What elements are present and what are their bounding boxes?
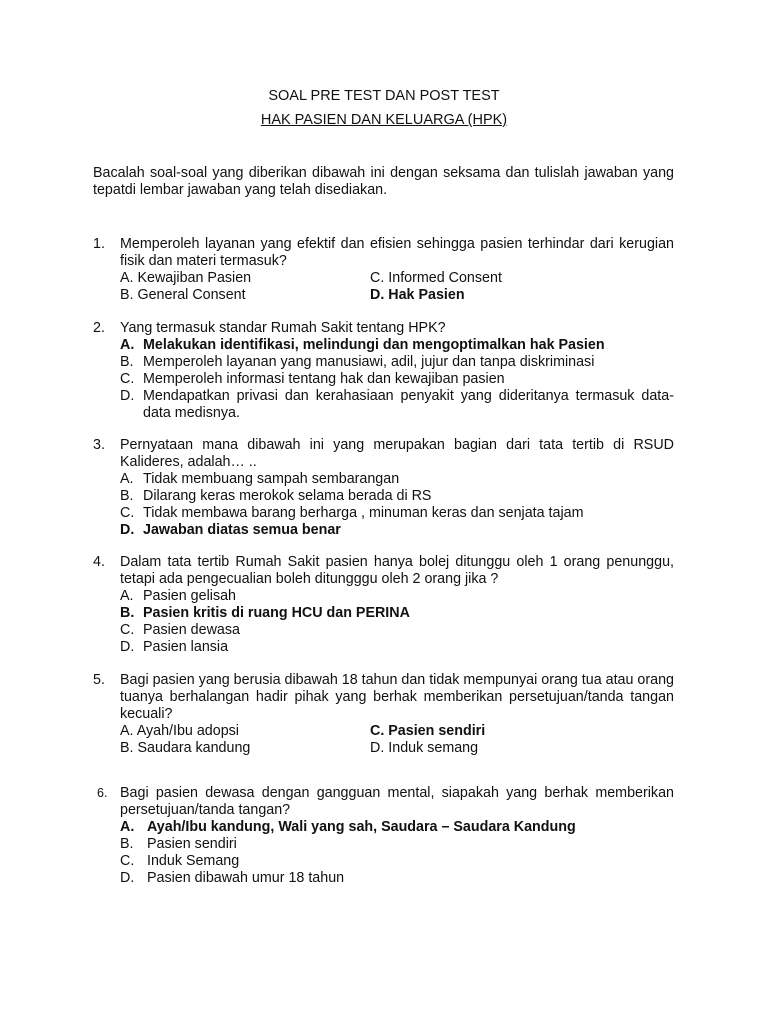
option-c: C. Informed Consent bbox=[370, 270, 502, 286]
option-grid bbox=[120, 723, 674, 757]
option-text: Induk Semang bbox=[147, 853, 240, 869]
option-d: D. Induk semang bbox=[370, 740, 479, 756]
option-text: Pasien sendiri bbox=[147, 836, 237, 852]
question-text: Bagi pasien yang berusia dibawah 18 tahun dan tidak mempunyai orang tua atau orang tuanya berhalangan hadir pihak yang berhak memberikan persetujuan/tanda tangan kecuali? bbox=[120, 672, 674, 722]
option-c bbox=[120, 853, 674, 870]
question-text: Yang termasuk standar Rumah Sakit tentang HPK? bbox=[120, 320, 446, 336]
option-text: Dilarang keras merokok selama berada di RS bbox=[143, 488, 432, 504]
option-letter: D. bbox=[120, 639, 135, 655]
question-5 bbox=[93, 672, 674, 757]
option-letter: A. bbox=[120, 588, 134, 604]
option-letter: B. bbox=[120, 836, 134, 852]
question-number: 4. bbox=[93, 554, 105, 570]
option-b bbox=[120, 488, 674, 505]
option-d-answer bbox=[120, 522, 674, 539]
option-letter: D. bbox=[120, 870, 135, 886]
document-title: SOAL PRE TEST DAN POST TEST bbox=[268, 88, 500, 104]
option-grid bbox=[120, 270, 674, 304]
question-text: Dalam tata tertib Rumah Sakit pasien hanya bolej ditunggu oleh 1 orang penunggu, tetapi ada pengecualian boleh ditungggu oleh 2 orang jika ? bbox=[120, 554, 674, 587]
option-text: Pasien dibawah umur 18 tahun bbox=[147, 870, 345, 886]
question-number: 6. bbox=[97, 786, 108, 800]
option-a: A. Kewajiban Pasien bbox=[120, 270, 252, 286]
document-subtitle: HAK PASIEN DAN KELUARGA (HPK) bbox=[260, 112, 508, 128]
option-text: Tidak membawa barang berharga , minuman keras dan senjata tajam bbox=[143, 505, 584, 521]
question-text: Bagi pasien dewasa dengan gangguan mental, siapakah yang berhak memberikan persetujuan/tanda tangan? bbox=[120, 785, 674, 818]
option-list bbox=[120, 471, 674, 539]
option-letter: A. bbox=[120, 337, 135, 353]
option-b: B. General Consent bbox=[120, 287, 246, 303]
option-letter: A. bbox=[120, 819, 135, 835]
option-a: A. Ayah/Ibu adopsi bbox=[120, 723, 239, 739]
question-text: Pernyataan mana dibawah ini yang merupakan bagian dari tata tertib di RSUD Kalideres, adalah… .. bbox=[120, 437, 674, 470]
option-letter: C. bbox=[120, 622, 135, 638]
question-2 bbox=[93, 320, 674, 422]
option-letter: B. bbox=[120, 354, 134, 370]
option-letter: B. bbox=[120, 605, 135, 621]
option-b-answer bbox=[120, 605, 674, 622]
option-letter: C. bbox=[120, 853, 135, 869]
option-text: Ayah/Ibu kandung, Wali yang sah, Saudara – Saudara Kandung bbox=[147, 819, 576, 835]
question-4 bbox=[93, 554, 674, 656]
option-b: B. Saudara kandung bbox=[120, 740, 251, 756]
option-list bbox=[120, 819, 674, 887]
question-number: 3. bbox=[93, 437, 105, 453]
option-letter: B. bbox=[120, 488, 134, 504]
option-text: Memperoleh layanan yang manusiawi, adil, jujur dan tanpa diskriminasi bbox=[143, 354, 595, 370]
option-d-answer: D. Hak Pasien bbox=[370, 287, 465, 303]
option-a bbox=[120, 588, 674, 605]
option-text: Melakukan identifikasi, melindungi dan mengoptimalkan hak Pasien bbox=[143, 337, 605, 353]
option-text: Pasien dewasa bbox=[143, 622, 240, 638]
option-letter: C. bbox=[120, 505, 135, 521]
option-text: Jawaban diatas semua benar bbox=[143, 522, 341, 538]
option-text: Mendapatkan privasi dan kerahasiaan penyakit yang dideritanya termasuk data-data medisnya. bbox=[143, 388, 674, 421]
instructions-paragraph: Bacalah soal-soal yang diberikan dibawah ini dengan seksama dan tulislah jawaban yang tepatdi lembar jawaban yang telah disediakan. bbox=[93, 165, 674, 198]
option-text: Pasien kritis di ruang HCU dan PERINA bbox=[143, 605, 410, 621]
option-text: Pasien lansia bbox=[143, 639, 229, 655]
question-number: 2. bbox=[93, 320, 105, 336]
option-b bbox=[120, 836, 674, 853]
option-list bbox=[120, 588, 674, 656]
option-c bbox=[120, 622, 674, 639]
option-d bbox=[120, 639, 674, 656]
option-text: Pasien gelisah bbox=[143, 588, 236, 604]
option-d bbox=[120, 388, 674, 422]
option-d bbox=[120, 870, 674, 887]
option-a bbox=[120, 471, 674, 488]
option-letter: D. bbox=[120, 522, 135, 538]
question-3 bbox=[93, 437, 674, 539]
option-b bbox=[120, 354, 674, 371]
option-a-answer bbox=[120, 337, 674, 354]
option-c bbox=[120, 505, 674, 522]
question-number: 5. bbox=[93, 672, 105, 688]
option-letter: A. bbox=[120, 471, 134, 487]
option-a-answer bbox=[120, 819, 674, 836]
option-text: Tidak membuang sampah sembarangan bbox=[143, 471, 400, 487]
option-list bbox=[120, 337, 674, 422]
question-text: Memperoleh layanan yang efektif dan efisien sehingga pasien terhindar dari kerugian fisik dan materi termasuk? bbox=[120, 236, 674, 269]
option-letter: D. bbox=[120, 388, 135, 404]
question-number: 1. bbox=[93, 236, 105, 252]
option-c bbox=[120, 371, 674, 388]
option-letter: C. bbox=[120, 371, 135, 387]
question-1 bbox=[93, 236, 674, 304]
option-text: Memperoleh informasi tentang hak dan kewajiban pasien bbox=[143, 371, 505, 387]
option-c-answer: C. Pasien sendiri bbox=[370, 723, 486, 739]
question-6 bbox=[93, 785, 674, 887]
